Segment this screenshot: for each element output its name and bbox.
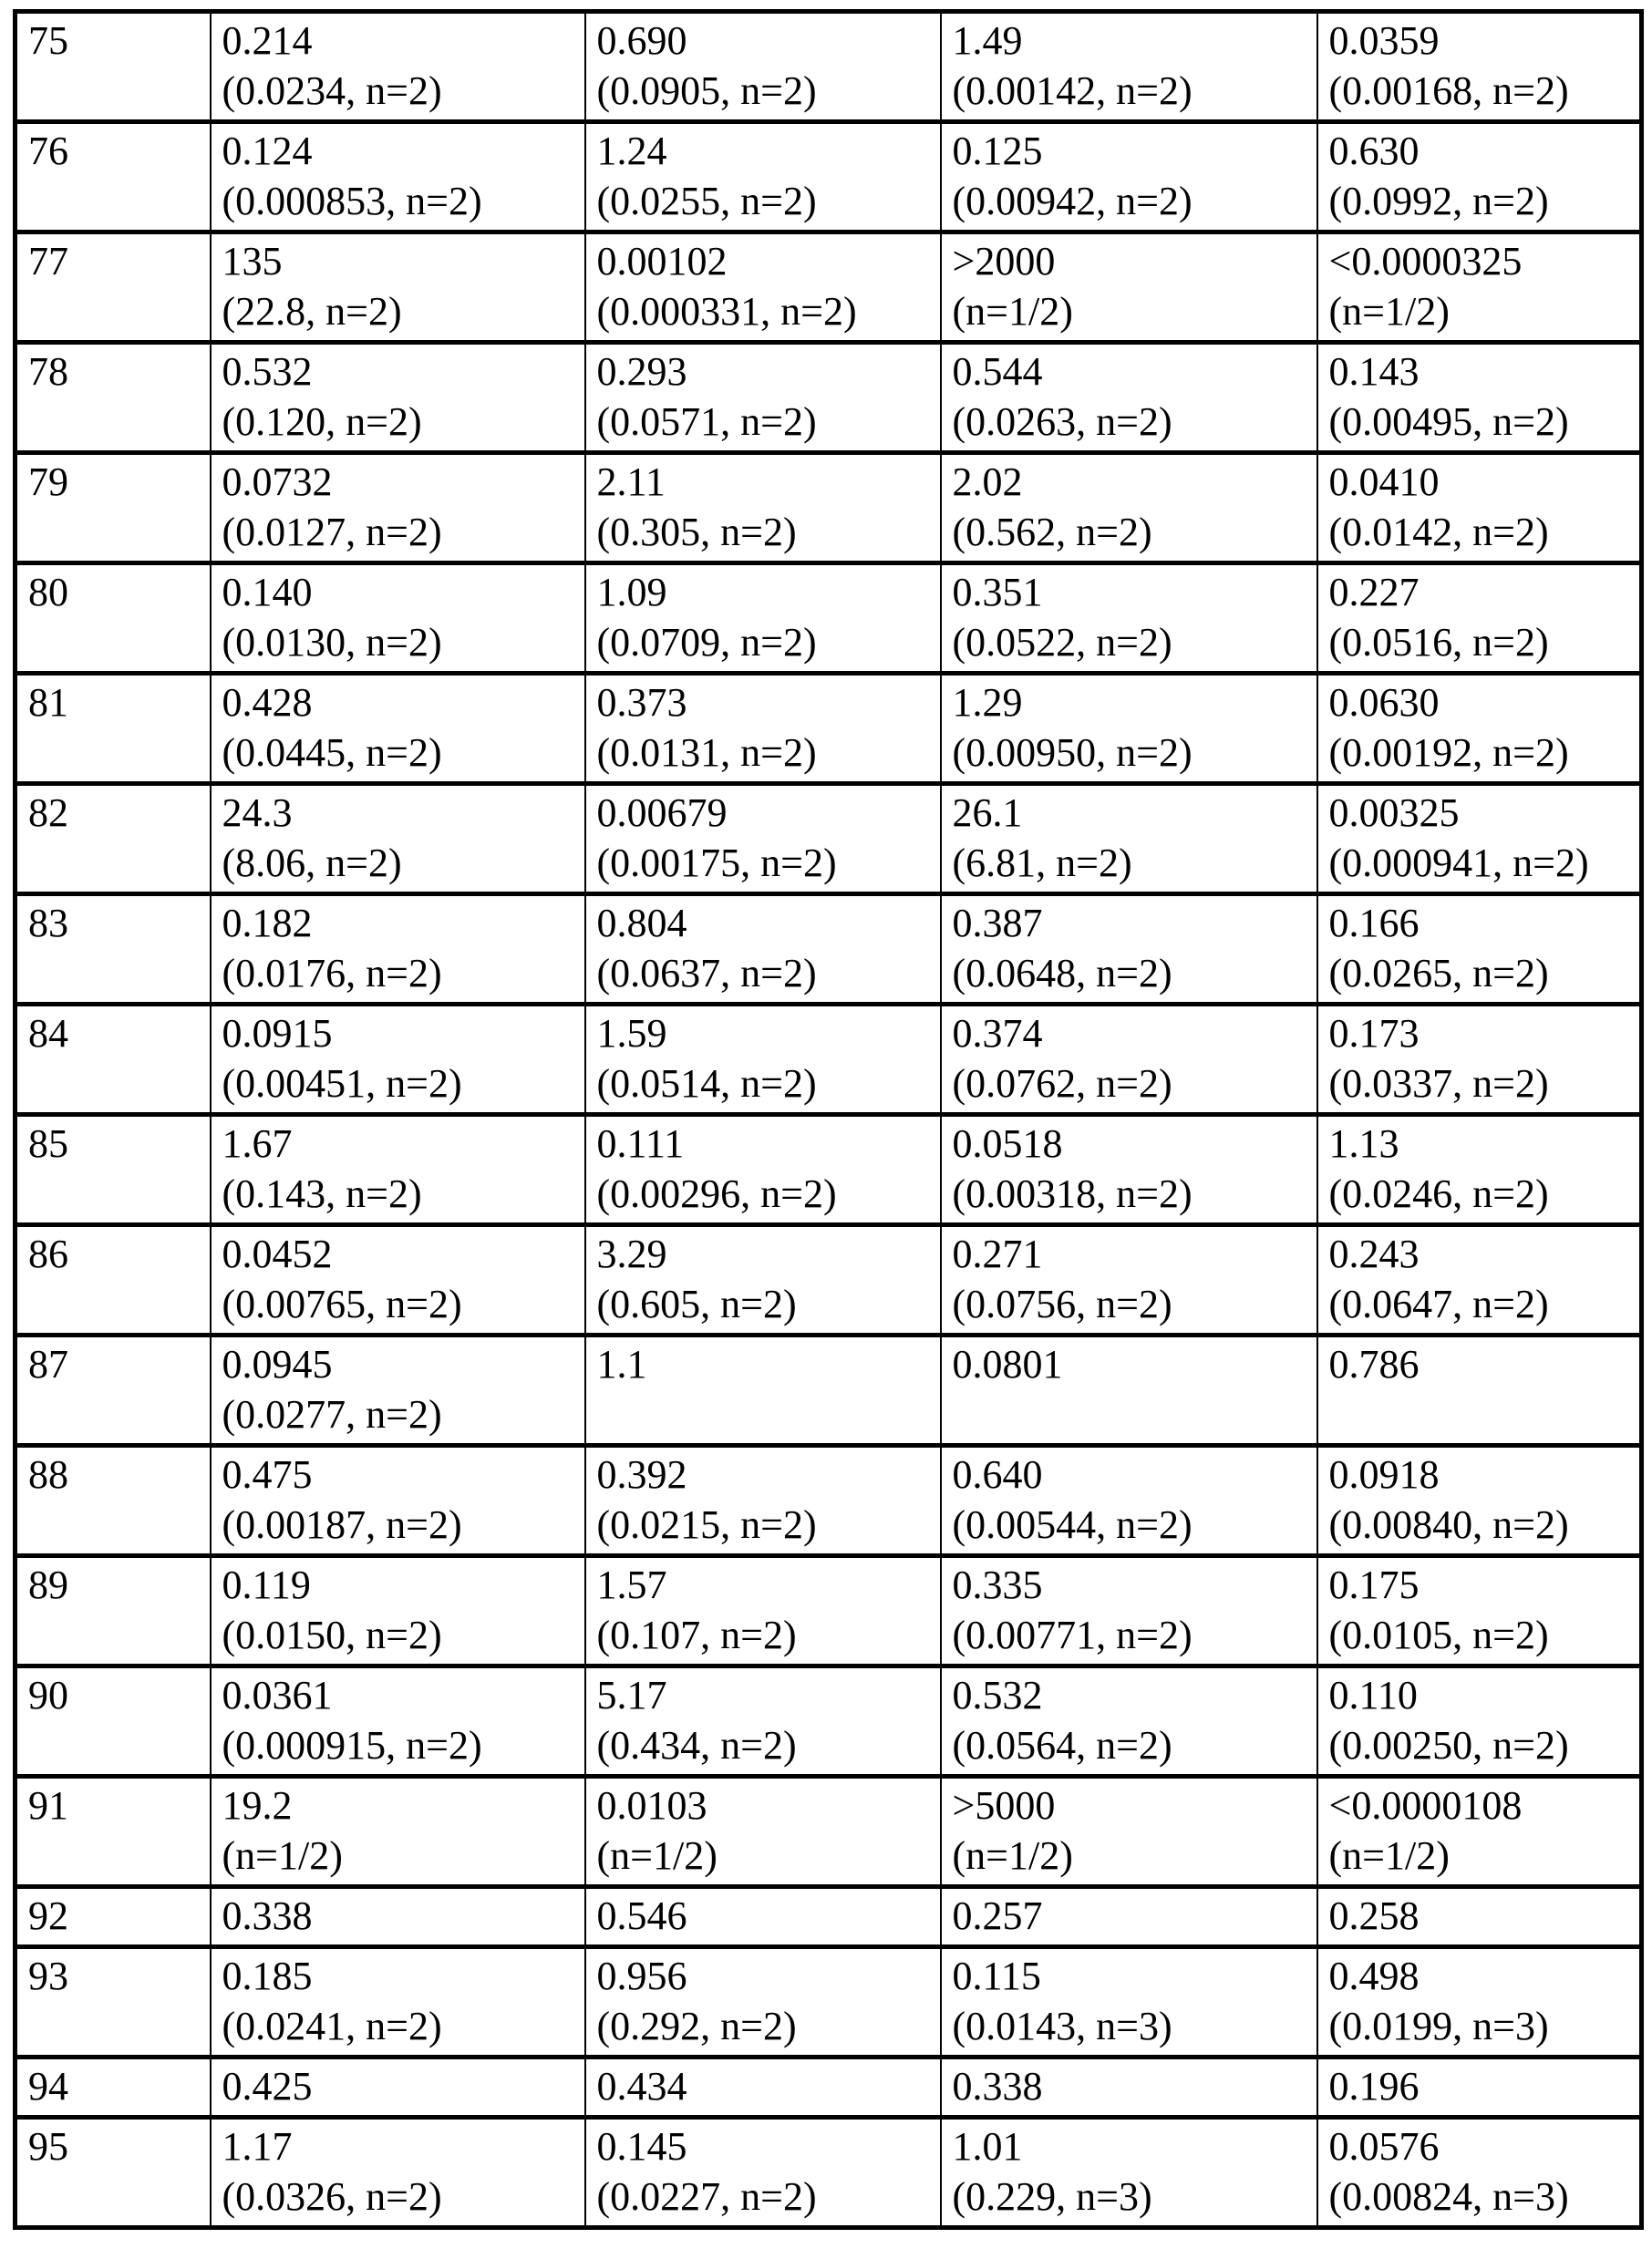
cell-value: 5.17 (596, 1673, 667, 1717)
value-cell (211, 1556, 585, 1666)
cell-stat: (0.0522, n=2) (952, 620, 1172, 665)
table-row (15, 1005, 1642, 1115)
cell-value: 0.373 (596, 680, 687, 725)
cell-stat: (0.143, n=2) (222, 1171, 422, 1216)
cell-stat: (0.0127, n=2) (222, 510, 442, 554)
row-id: 87 (15, 1336, 211, 1446)
cell-value: 0.227 (1328, 570, 1420, 614)
cell-stat: (6.81, n=2) (952, 841, 1132, 885)
value-cell (585, 1336, 941, 1446)
cell-value: 0.0732 (222, 459, 333, 504)
cell-value: 0.434 (596, 2064, 687, 2109)
value-cell (211, 453, 585, 563)
cell-value: 0.111 (596, 1121, 685, 1166)
value-cell (941, 1005, 1317, 1115)
value-cell (211, 1777, 585, 1887)
row-id: 83 (15, 894, 211, 1005)
value-cell (1317, 1666, 1642, 1777)
value-cell (941, 2058, 1317, 2118)
cell-value: 0.214 (222, 18, 313, 63)
cell-stat: (0.000853, n=2) (222, 179, 482, 223)
value-cell (585, 1666, 941, 1777)
row-id: 84 (15, 1005, 211, 1115)
value-cell (941, 343, 1317, 453)
cell-value: 0.546 (596, 1893, 687, 1938)
cell-value: 0.428 (222, 680, 313, 725)
cell-stat: (0.0255, n=2) (596, 179, 817, 223)
cell-stat: (0.0215, n=2) (596, 1502, 817, 1547)
cell-value: 0.335 (952, 1563, 1043, 1607)
cell-stat: (0.0142, n=2) (1328, 510, 1549, 554)
cell-value: 0.124 (222, 129, 313, 173)
value-cell (941, 674, 1317, 784)
cell-value: 0.258 (1328, 1893, 1420, 1938)
cell-value: 0.0945 (222, 1342, 333, 1387)
value-cell (585, 1005, 941, 1115)
table-row (15, 1225, 1642, 1336)
table-row (15, 232, 1642, 343)
table-row (15, 1556, 1642, 1666)
cell-value: 0.145 (596, 2124, 687, 2169)
cell-stat: (0.00495, n=2) (1328, 399, 1569, 444)
value-cell (1317, 2058, 1642, 2118)
value-cell (941, 1777, 1317, 1887)
cell-stat: (0.562, n=2) (952, 510, 1152, 554)
row-id: 85 (15, 1115, 211, 1225)
cell-value: 0.0630 (1328, 680, 1440, 725)
row-id: 91 (15, 1777, 211, 1887)
value-cell (585, 894, 941, 1005)
value-cell (211, 232, 585, 343)
value-cell (585, 1115, 941, 1225)
cell-value: 0.110 (1328, 1673, 1418, 1717)
value-cell (1317, 12, 1642, 122)
row-id: 88 (15, 1446, 211, 1556)
results-table-body (15, 12, 1642, 2228)
cell-stat: (0.0176, n=2) (222, 951, 442, 995)
cell-stat: (0.00544, n=2) (952, 1502, 1193, 1547)
row-id: 90 (15, 1666, 211, 1777)
cell-value: 0.125 (952, 129, 1043, 173)
value-cell (1317, 674, 1642, 784)
cell-stat: (0.0756, n=2) (952, 1282, 1172, 1326)
cell-stat: (0.120, n=2) (222, 399, 422, 444)
cell-stat: (0.00250, n=2) (1328, 1723, 1569, 1768)
value-cell (941, 1887, 1317, 1947)
cell-value: 0.0801 (952, 1342, 1063, 1387)
value-cell (1317, 784, 1642, 894)
value-cell (211, 1005, 585, 1115)
cell-stat: (0.0762, n=2) (952, 1061, 1172, 1106)
value-cell (1317, 2118, 1642, 2228)
value-cell (941, 453, 1317, 563)
cell-value: 0.392 (596, 1452, 687, 1497)
cell-stat: (0.0445, n=2) (222, 730, 442, 775)
value-cell (585, 563, 941, 674)
value-cell (941, 894, 1317, 1005)
cell-value: 1.59 (596, 1011, 667, 1056)
cell-stat: (0.00771, n=2) (952, 1613, 1193, 1657)
value-cell (941, 563, 1317, 674)
cell-value: 0.804 (596, 901, 687, 945)
cell-stat: (0.0241, n=2) (222, 2004, 442, 2048)
value-cell (941, 232, 1317, 343)
table-row (15, 563, 1642, 674)
value-cell (585, 784, 941, 894)
cell-value: 0.0518 (952, 1121, 1063, 1166)
row-id: 82 (15, 784, 211, 894)
value-cell (211, 894, 585, 1005)
value-cell (211, 1446, 585, 1556)
cell-stat: (n=1/2) (952, 289, 1073, 334)
value-cell (585, 343, 941, 453)
value-cell (211, 784, 585, 894)
cell-value: 1.57 (596, 1563, 667, 1607)
cell-value: 0.140 (222, 570, 313, 614)
cell-stat: (0.00765, n=2) (222, 1282, 462, 1326)
value-cell (1317, 343, 1642, 453)
cell-stat: (0.00950, n=2) (952, 730, 1193, 775)
value-cell (1317, 453, 1642, 563)
cell-value: 0.00325 (1328, 790, 1460, 835)
cell-value: 1.67 (222, 1121, 293, 1166)
cell-value: 0.271 (952, 1232, 1043, 1276)
table-row (15, 1446, 1642, 1556)
value-cell (585, 674, 941, 784)
cell-value: 0.00102 (596, 239, 728, 284)
cell-stat: (0.0105, n=2) (1328, 1613, 1549, 1657)
cell-value: 0.425 (222, 2064, 313, 2109)
value-cell (585, 1947, 941, 2058)
table-row (15, 674, 1642, 784)
cell-value: 1.1 (596, 1342, 647, 1387)
cell-stat: (0.0647, n=2) (1328, 1282, 1549, 1326)
table-row (15, 343, 1642, 453)
row-id: 76 (15, 122, 211, 232)
cell-stat: (0.00192, n=2) (1328, 730, 1569, 775)
cell-value: >2000 (952, 239, 1056, 284)
cell-stat: (0.305, n=2) (596, 510, 797, 554)
cell-stat: (0.00824, n=3) (1328, 2174, 1569, 2219)
cell-stat: (8.06, n=2) (222, 841, 402, 885)
cell-value: 0.119 (222, 1563, 311, 1607)
cell-value: 24.3 (222, 790, 293, 835)
value-cell (585, 1887, 941, 1947)
cell-stat: (0.00168, n=2) (1328, 68, 1569, 113)
row-id: 81 (15, 674, 211, 784)
cell-stat: (0.0516, n=2) (1328, 620, 1549, 665)
value-cell (585, 122, 941, 232)
table-row (15, 1887, 1642, 1947)
cell-stat: (0.00175, n=2) (596, 841, 837, 885)
cell-value: 0.115 (952, 1954, 1041, 1998)
cell-value: 1.24 (596, 129, 667, 173)
value-cell (941, 1446, 1317, 1556)
cell-stat: (0.0337, n=2) (1328, 1061, 1549, 1106)
cell-stat: (0.0263, n=2) (952, 399, 1172, 444)
value-cell (211, 122, 585, 232)
cell-value: 0.475 (222, 1452, 313, 1497)
row-id: 94 (15, 2058, 211, 2118)
cell-value: 0.0410 (1328, 459, 1440, 504)
value-cell (941, 1666, 1317, 1777)
cell-value: 0.00679 (596, 790, 728, 835)
cell-stat: (0.00840, n=2) (1328, 1502, 1569, 1547)
cell-value: 0.640 (952, 1452, 1043, 1497)
value-cell (1317, 894, 1642, 1005)
value-cell (1317, 1115, 1642, 1225)
table-row (15, 1947, 1642, 2058)
cell-value: 0.185 (222, 1954, 313, 1998)
cell-value: 0.166 (1328, 901, 1420, 945)
cell-value: <0.0000108 (1328, 1783, 1523, 1828)
cell-value: 0.175 (1328, 1563, 1420, 1607)
row-id: 86 (15, 1225, 211, 1336)
value-cell (211, 2058, 585, 2118)
cell-value: 0.0918 (1328, 1452, 1440, 1497)
value-cell (211, 1225, 585, 1336)
cell-value: 3.29 (596, 1232, 667, 1276)
cell-value: >5000 (952, 1783, 1056, 1828)
cell-stat: (0.0326, n=2) (222, 2174, 442, 2219)
value-cell (941, 2118, 1317, 2228)
value-cell (585, 2118, 941, 2228)
value-cell (585, 1777, 941, 1887)
cell-value: 0.173 (1328, 1011, 1420, 1056)
cell-value: 0.0576 (1328, 2124, 1440, 2169)
value-cell (211, 1947, 585, 2058)
cell-stat: (0.0246, n=2) (1328, 1171, 1549, 1216)
cell-value: 0.387 (952, 901, 1043, 945)
table-row (15, 2118, 1642, 2228)
value-cell (211, 674, 585, 784)
value-cell (941, 1336, 1317, 1446)
table-row (15, 1777, 1642, 1887)
cell-value: 0.338 (952, 2064, 1043, 2109)
cell-value: 0.0359 (1328, 18, 1440, 63)
value-cell (211, 1115, 585, 1225)
cell-stat: (0.107, n=2) (596, 1613, 797, 1657)
cell-value: 0.532 (222, 349, 313, 394)
table-row (15, 12, 1642, 122)
value-cell (941, 1225, 1317, 1336)
cell-value: 0.182 (222, 901, 313, 945)
cell-stat: (0.00942, n=2) (952, 179, 1193, 223)
table-row (15, 2058, 1642, 2118)
cell-value: 19.2 (222, 1783, 293, 1828)
value-cell (585, 1225, 941, 1336)
cell-stat: (22.8, n=2) (222, 289, 402, 334)
cell-value: 0.0452 (222, 1232, 333, 1276)
value-cell (1317, 1777, 1642, 1887)
value-cell (1317, 1336, 1642, 1446)
value-cell (585, 2058, 941, 2118)
cell-value: 135 (222, 239, 283, 284)
row-id: 92 (15, 1887, 211, 1947)
value-cell (941, 1947, 1317, 2058)
cell-stat: (n=1/2) (596, 1833, 718, 1878)
cell-stat: (0.00296, n=2) (596, 1171, 837, 1216)
cell-stat: (0.0143, n=3) (952, 2004, 1172, 2048)
cell-stat: (0.000331, n=2) (596, 289, 857, 334)
cell-stat: (n=1/2) (1328, 1833, 1450, 1878)
value-cell (1317, 563, 1642, 674)
cell-value: 0.786 (1328, 1342, 1420, 1387)
row-id: 79 (15, 453, 211, 563)
cell-value: 1.13 (1328, 1121, 1399, 1166)
cell-value: 0.0103 (596, 1783, 707, 1828)
table-row (15, 122, 1642, 232)
value-cell (585, 1556, 941, 1666)
row-id: 75 (15, 12, 211, 122)
cell-value: 26.1 (952, 790, 1023, 835)
row-id: 89 (15, 1556, 211, 1666)
value-cell (941, 1115, 1317, 1225)
cell-stat: (0.0648, n=2) (952, 951, 1172, 995)
cell-stat: (0.00318, n=2) (952, 1171, 1193, 1216)
cell-stat: (0.0992, n=2) (1328, 179, 1549, 223)
cell-value: 0.293 (596, 349, 687, 394)
cell-stat: (0.605, n=2) (596, 1282, 797, 1326)
cell-value: 0.0361 (222, 1673, 333, 1717)
value-cell (1317, 1556, 1642, 1666)
cell-value: 2.02 (952, 459, 1023, 504)
cell-stat: (0.0709, n=2) (596, 620, 817, 665)
value-cell (585, 12, 941, 122)
cell-stat: (0.00451, n=2) (222, 1061, 462, 1106)
cell-stat: (0.0637, n=2) (596, 951, 817, 995)
value-cell (585, 232, 941, 343)
table-row (15, 894, 1642, 1005)
cell-stat: (0.0227, n=2) (596, 2174, 817, 2219)
cell-value: 0.690 (596, 18, 687, 63)
cell-stat: (0.292, n=2) (596, 2004, 797, 2048)
cell-value: 0.243 (1328, 1232, 1420, 1276)
cell-stat: (0.0277, n=2) (222, 1392, 442, 1437)
value-cell (1317, 122, 1642, 232)
cell-stat: (n=1/2) (222, 1833, 343, 1878)
cell-value: 0.196 (1328, 2064, 1420, 2109)
cell-stat: (n=1/2) (952, 1833, 1073, 1878)
value-cell (211, 1666, 585, 1777)
cell-value: 1.17 (222, 2124, 293, 2169)
value-cell (1317, 1887, 1642, 1947)
cell-stat: (0.434, n=2) (596, 1723, 797, 1768)
cell-value: <0.0000325 (1328, 239, 1523, 284)
table-row (15, 1666, 1642, 1777)
cell-stat: (0.0131, n=2) (596, 730, 817, 775)
cell-value: 0.532 (952, 1673, 1043, 1717)
cell-value: 0.351 (952, 570, 1043, 614)
cell-stat: (0.0514, n=2) (596, 1061, 817, 1106)
cell-value: 0.143 (1328, 349, 1420, 394)
value-cell (211, 1887, 585, 1947)
row-id: 80 (15, 563, 211, 674)
value-cell (1317, 232, 1642, 343)
cell-stat: (0.0234, n=2) (222, 68, 442, 113)
table-row (15, 1115, 1642, 1225)
cell-stat: (0.229, n=3) (952, 2174, 1152, 2219)
value-cell (1317, 1446, 1642, 1556)
cell-value: 0.544 (952, 349, 1043, 394)
cell-value: 1.09 (596, 570, 667, 614)
cell-value: 0.956 (596, 1954, 687, 1998)
cell-stat: (n=1/2) (1328, 289, 1450, 334)
value-cell (211, 1336, 585, 1446)
value-cell (211, 563, 585, 674)
value-cell (211, 343, 585, 453)
value-cell (941, 122, 1317, 232)
cell-stat: (0.0905, n=2) (596, 68, 817, 113)
table-row (15, 784, 1642, 894)
cell-value: 2.11 (596, 459, 666, 504)
cell-stat: (0.00142, n=2) (952, 68, 1193, 113)
value-cell (1317, 1005, 1642, 1115)
value-cell (1317, 1225, 1642, 1336)
value-cell (211, 12, 585, 122)
cell-stat: (0.0130, n=2) (222, 620, 442, 665)
row-id: 95 (15, 2118, 211, 2228)
cell-stat: (0.0150, n=2) (222, 1613, 442, 1657)
cell-value: 0.338 (222, 1893, 313, 1938)
cell-value: 0.257 (952, 1893, 1043, 1938)
cell-value: 0.374 (952, 1011, 1043, 1056)
cell-stat: (0.0571, n=2) (596, 399, 817, 444)
cell-stat: (0.000915, n=2) (222, 1723, 482, 1768)
cell-stat: (0.0564, n=2) (952, 1723, 1172, 1768)
cell-value: 0.0915 (222, 1011, 333, 1056)
value-cell (585, 453, 941, 563)
cell-value: 1.01 (952, 2124, 1023, 2169)
value-cell (585, 1446, 941, 1556)
table-row (15, 1336, 1642, 1446)
row-id: 93 (15, 1947, 211, 2058)
cell-stat: (0.00187, n=2) (222, 1502, 462, 1547)
value-cell (941, 1556, 1317, 1666)
value-cell (211, 2118, 585, 2228)
cell-value: 0.498 (1328, 1954, 1420, 1998)
table-row (15, 453, 1642, 563)
cell-stat: (0.000941, n=2) (1328, 841, 1589, 885)
cell-value: 1.29 (952, 680, 1023, 725)
row-id: 77 (15, 232, 211, 343)
cell-value: 1.49 (952, 18, 1023, 63)
cell-stat: (0.0199, n=3) (1328, 2004, 1549, 2048)
row-id: 78 (15, 343, 211, 453)
value-cell (1317, 1947, 1642, 2058)
value-cell (941, 784, 1317, 894)
cell-value: 0.630 (1328, 129, 1420, 173)
value-cell (941, 12, 1317, 122)
results-table (13, 9, 1644, 2230)
cell-stat: (0.0265, n=2) (1328, 951, 1549, 995)
